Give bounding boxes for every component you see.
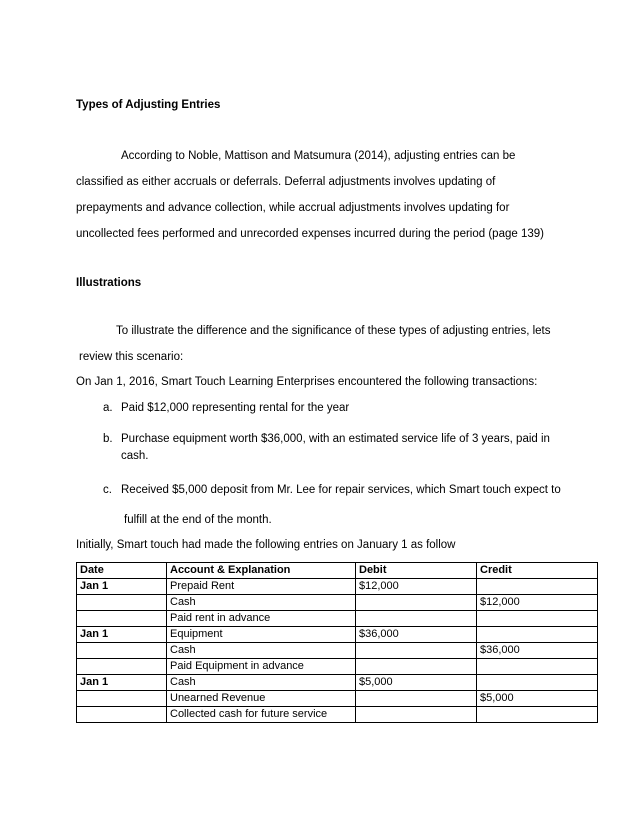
cell-account: Prepaid Rent	[167, 579, 356, 595]
cell-debit	[356, 611, 477, 627]
list-item-text: Received $5,000 deposit from Mr. Lee for repair services, which Smart touch expect to	[121, 484, 561, 496]
header-credit: Credit	[477, 563, 598, 579]
cell-debit	[356, 691, 477, 707]
paragraph-line: On Jan 1, 2016, Smart Touch Learning Enterprises encountered the following transactions:	[76, 376, 538, 388]
cell-account: Paid Equipment in advance	[167, 659, 356, 675]
cell-debit: $36,000	[356, 627, 477, 643]
table-row	[77, 611, 598, 627]
paragraph-line: uncollected fees performed and unrecorded expenses incurred during the period (page 139)	[76, 228, 544, 240]
list-marker: b.	[103, 433, 113, 445]
list-marker: a.	[103, 402, 113, 414]
journal-entries-table	[76, 562, 598, 723]
cell-account: Equipment	[167, 627, 356, 643]
section-heading-types: Types of Adjusting Entries	[76, 99, 221, 111]
header-account: Account & Explanation	[167, 563, 356, 579]
table-row	[77, 595, 598, 611]
cell-date	[77, 691, 167, 707]
cell-credit	[477, 611, 598, 627]
list-item-text: fulfill at the end of the month.	[124, 514, 272, 526]
cell-account: Unearned Revenue	[167, 691, 356, 707]
cell-credit	[477, 675, 598, 691]
table-intro: Initially, Smart touch had made the following entries on January 1 as follow	[76, 539, 456, 551]
table-header-row	[77, 563, 598, 579]
header-debit: Debit	[356, 563, 477, 579]
paragraph-line: classified as either accruals or deferrals. Deferral adjustments involves updating of	[76, 176, 496, 188]
table-row	[77, 675, 598, 691]
cell-debit	[356, 643, 477, 659]
table-row	[77, 707, 598, 723]
list-item-text: cash.	[121, 450, 149, 462]
cell-account: Cash	[167, 643, 356, 659]
paragraph-line: According to Noble, Mattison and Matsumura (2014), adjusting entries can be	[121, 150, 516, 162]
table-row	[77, 643, 598, 659]
cell-account: Paid rent in advance	[167, 611, 356, 627]
paragraph-line: review this scenario:	[79, 351, 184, 363]
cell-date	[77, 611, 167, 627]
table-row	[77, 627, 598, 643]
cell-credit: $36,000	[477, 643, 598, 659]
cell-date	[77, 595, 167, 611]
cell-account: Cash	[167, 675, 356, 691]
paragraph-line: prepayments and advance collection, while accrual adjustments involves updating for	[76, 202, 510, 214]
cell-debit: $12,000	[356, 579, 477, 595]
cell-date: Jan 1	[77, 627, 167, 643]
table-row	[77, 579, 598, 595]
list-item-text: Purchase equipment worth $36,000, with an estimated service life of 3 years, paid in	[121, 433, 550, 445]
cell-credit	[477, 707, 598, 723]
cell-credit: $12,000	[477, 595, 598, 611]
cell-debit	[356, 707, 477, 723]
cell-date: Jan 1	[77, 675, 167, 691]
table-row	[77, 691, 598, 707]
cell-credit	[477, 659, 598, 675]
cell-date	[77, 707, 167, 723]
cell-credit	[477, 627, 598, 643]
cell-date	[77, 659, 167, 675]
paragraph-line: To illustrate the difference and the significance of these types of adjusting entries, lets	[116, 325, 551, 337]
cell-debit	[356, 595, 477, 611]
cell-credit	[477, 579, 598, 595]
cell-credit: $5,000	[477, 691, 598, 707]
cell-date: Jan 1	[77, 579, 167, 595]
header-date: Date	[77, 563, 167, 579]
table-row	[77, 659, 598, 675]
cell-account: Collected cash for future service	[167, 707, 356, 723]
cell-debit: $5,000	[356, 675, 477, 691]
list-marker: c.	[103, 484, 112, 496]
cell-account: Cash	[167, 595, 356, 611]
cell-date	[77, 643, 167, 659]
cell-debit	[356, 659, 477, 675]
section-heading-illustrations: Illustrations	[76, 277, 142, 289]
list-item-text: Paid $12,000 representing rental for the year	[121, 402, 350, 414]
